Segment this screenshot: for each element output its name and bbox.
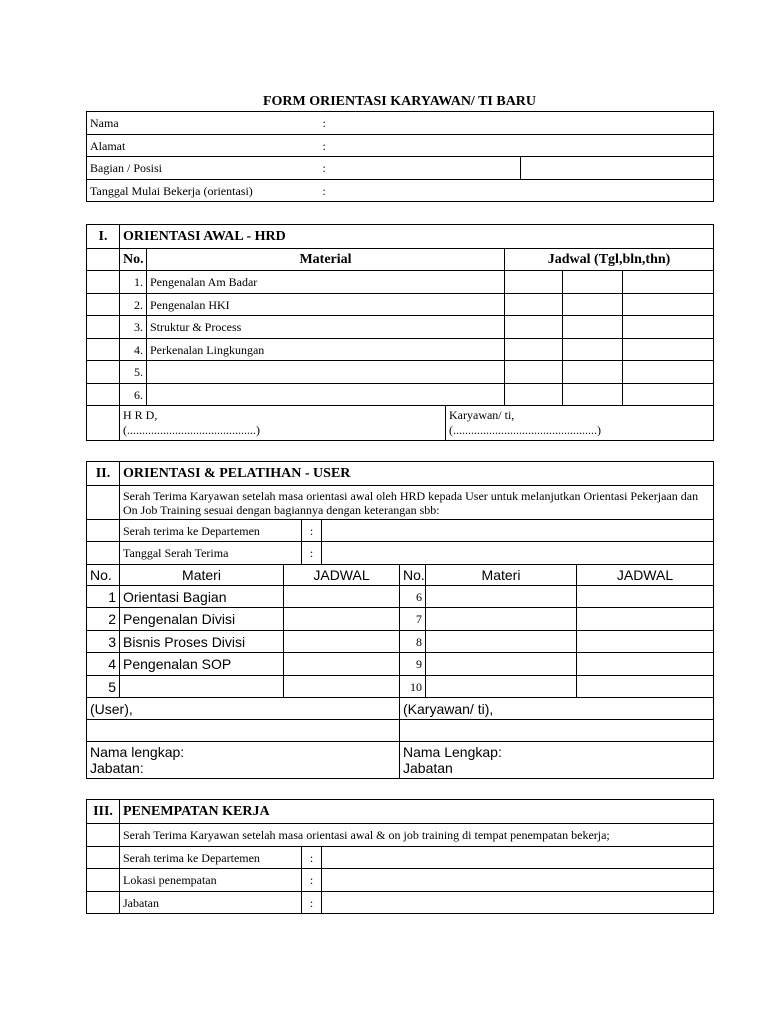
col-no: No. (120, 249, 147, 271)
jadwal-tgl[interactable] (505, 294, 563, 316)
signature-user-box[interactable] (87, 720, 400, 742)
section-3-field-row (87, 892, 714, 914)
row-no: 9 (400, 653, 426, 676)
label-bagian: Bagian / Posisi (87, 157, 320, 180)
jadwal-bln[interactable] (563, 271, 623, 294)
signature-karyawan-role: Karyawan/ ti, (449, 408, 515, 422)
row-jadwal[interactable] (577, 631, 714, 653)
jadwal-bln[interactable] (563, 384, 623, 406)
jadwal-bln[interactable] (563, 361, 623, 384)
section-3-intro: Serah Terima Karyawan setelah masa orientasi awal & on job training di tempat penempatan bekerja; (120, 824, 714, 847)
table-row (87, 316, 714, 339)
signature-karyawan[interactable] (446, 406, 714, 441)
table-row (87, 294, 714, 316)
col-no-left: No. (87, 565, 120, 586)
signature-hrd[interactable] (120, 406, 446, 441)
label-alamat: Alamat (87, 135, 320, 157)
input-posisi[interactable] (521, 157, 714, 180)
row-no: 2. (120, 294, 147, 316)
signature-karyawan-details[interactable] (400, 742, 714, 779)
colon: : (322, 183, 326, 198)
row-no: 1. (120, 271, 147, 294)
row-materi: Orientasi Bagian (120, 586, 284, 608)
table-row (87, 608, 714, 631)
signature-user-details[interactable] (87, 742, 400, 779)
row-no: 5. (120, 361, 147, 384)
input-bagian[interactable] (320, 157, 521, 180)
row-jadwal[interactable] (284, 676, 400, 698)
col-jadwal-left: JADWAL (284, 565, 400, 586)
section-3-field-row (87, 869, 714, 892)
identity-row-tanggal (87, 180, 714, 202)
table-row (87, 676, 714, 698)
position-right-label: Jabatan (403, 760, 453, 776)
input-tanggal-mulai[interactable] (320, 180, 714, 202)
row-jadwal[interactable] (284, 631, 400, 653)
signature-karyawan-box[interactable] (400, 720, 714, 742)
row-jadwal[interactable] (284, 586, 400, 608)
row-material: Pengenalan Am Badar (147, 271, 505, 294)
identity-row-bagian (87, 157, 714, 180)
jadwal-thn[interactable] (623, 316, 714, 339)
table-row (87, 586, 714, 608)
colon: : (322, 161, 326, 175)
row-materi: Bisnis Proses Divisi (120, 631, 284, 653)
row-jadwal[interactable] (577, 608, 714, 631)
section-2-table (86, 461, 714, 565)
section-2-number: II. (87, 462, 120, 486)
table-row (87, 653, 714, 676)
colon: : (302, 892, 322, 914)
jadwal-thn[interactable] (623, 294, 714, 316)
signature-hrd-role: H R D, (123, 408, 158, 422)
identity-table (86, 111, 714, 202)
colon: : (322, 138, 326, 153)
row-materi[interactable] (426, 653, 577, 676)
section-1-signatures (87, 406, 714, 441)
table-row (87, 271, 714, 294)
section-3-title: PENEMPATAN KERJA (120, 800, 714, 824)
section-3-header (87, 800, 714, 824)
signature-hrd-line: (...........................................) (123, 423, 260, 437)
section-2-header (87, 462, 714, 486)
table-row (87, 361, 714, 384)
row-materi[interactable] (426, 608, 577, 631)
row-jadwal[interactable] (577, 586, 714, 608)
section-2-intro-row (87, 486, 714, 520)
colon: : (302, 520, 322, 542)
section-1-number: I. (87, 225, 120, 249)
colon: : (302, 542, 322, 565)
position-left-label: Jabatan: (90, 760, 144, 776)
jadwal-bln[interactable] (563, 294, 623, 316)
input-jabatan[interactable] (322, 892, 714, 914)
label-lokasi-penempatan: Lokasi penempatan (120, 869, 302, 892)
input-alamat[interactable] (320, 135, 714, 157)
input-lokasi-penempatan[interactable] (322, 869, 714, 892)
section-3-field-row (87, 847, 714, 869)
label-jabatan: Jabatan (120, 892, 302, 914)
jadwal-thn[interactable] (623, 361, 714, 384)
row-jadwal[interactable] (284, 608, 400, 631)
section-2-materi-table (86, 564, 714, 779)
row-materi[interactable] (426, 586, 577, 608)
table-row (87, 631, 714, 653)
section-1-col-headers (87, 249, 714, 271)
row-no: 6 (400, 586, 426, 608)
identity-row-alamat (87, 135, 714, 157)
row-material: Pengenalan HKI (147, 294, 505, 316)
row-material: Struktur & Process (147, 316, 505, 339)
row-no: 4 (87, 653, 120, 676)
section-1-header (87, 225, 714, 249)
row-materi: Pengenalan Divisi (120, 608, 284, 631)
jadwal-bln[interactable] (563, 339, 623, 361)
row-no: 3. (120, 316, 147, 339)
row-materi[interactable] (426, 676, 577, 698)
section-2-sign-role-row (87, 698, 714, 720)
section-2-field-row (87, 520, 714, 542)
input-nama[interactable] (320, 112, 714, 135)
row-material[interactable] (147, 384, 505, 406)
jadwal-tgl[interactable] (505, 316, 563, 339)
signature-karyawan-role: (Karyawan/ ti), (400, 698, 714, 720)
col-jadwal-right: JADWAL (577, 565, 714, 586)
jadwal-thn[interactable] (623, 339, 714, 361)
row-no: 1 (87, 586, 120, 608)
row-jadwal[interactable] (577, 676, 714, 698)
row-no: 10 (400, 676, 426, 698)
row-no: 5 (87, 676, 120, 698)
jadwal-tgl[interactable] (505, 384, 563, 406)
section-2-intro: Serah Terima Karyawan setelah masa orientasi awal oleh HRD kepada User untuk melanjutkan Orientasi Pekerjaan dan On Job Training sesuai dengan bagiannya dengan keterangan sbb: (120, 486, 714, 520)
section-3-table (86, 799, 714, 914)
label-serah-terima-departemen: Serah terima ke Departemen (120, 520, 302, 542)
section-1-title: ORIENTASI AWAL - HRD (120, 225, 714, 249)
input-tanggal-serah-terima[interactable] (322, 542, 714, 565)
jadwal-tgl[interactable] (505, 361, 563, 384)
input-serah-terima-departemen[interactable] (322, 847, 714, 869)
name-right-label: Nama Lengkap: (403, 744, 502, 760)
section-3-intro-row (87, 824, 714, 847)
section-2-title: ORIENTASI & PELATIHAN - USER (120, 462, 714, 486)
section-3-number: III. (87, 800, 120, 824)
materi-col-headers (87, 565, 714, 586)
row-jadwal[interactable] (284, 653, 400, 676)
jadwal-thn[interactable] (623, 384, 714, 406)
jadwal-thn[interactable] (623, 271, 714, 294)
row-materi: Pengenalan SOP (120, 653, 284, 676)
colon: : (302, 847, 322, 869)
table-row (87, 339, 714, 361)
colon: : (322, 116, 326, 130)
row-no: 2 (87, 608, 120, 631)
row-material: Perkenalan Lingkungan (147, 339, 505, 361)
col-no-right: No. (400, 565, 426, 586)
form-title: FORM ORIENTASI KARYAWAN/ TI BARU (262, 94, 537, 109)
row-no: 4. (120, 339, 147, 361)
table-row (87, 384, 714, 406)
label-tanggal-mulai: Tanggal Mulai Bekerja (orientasi) (87, 180, 320, 202)
section-1-table (86, 224, 714, 441)
row-material[interactable] (147, 361, 505, 384)
col-materi-right: Materi (426, 565, 577, 586)
input-serah-terima-departemen[interactable] (322, 520, 714, 542)
row-materi[interactable] (120, 676, 284, 698)
row-no: 3 (87, 631, 120, 653)
colon: : (302, 869, 322, 892)
col-material: Material (147, 249, 505, 271)
row-materi[interactable] (426, 631, 577, 653)
label-nama: Nama (87, 112, 320, 135)
signature-karyawan-line: (................................................) (449, 423, 601, 437)
row-no: 6. (120, 384, 147, 406)
col-jadwal: Jadwal (Tgl,bln,thn) (505, 249, 714, 271)
row-no: 7 (400, 608, 426, 631)
col-materi-left: Materi (120, 565, 284, 586)
row-no: 8 (400, 631, 426, 653)
section-2-sign-space-row (87, 720, 714, 742)
name-left-label: Nama lengkap: (90, 744, 185, 760)
jadwal-tgl[interactable] (505, 339, 563, 361)
signature-user-role: (User), (87, 698, 400, 720)
row-jadwal[interactable] (577, 653, 714, 676)
jadwal-tgl[interactable] (505, 271, 563, 294)
label-tanggal-serah-terima: Tanggal Serah Terima (120, 542, 302, 565)
section-2-sign-name-row (87, 742, 714, 779)
identity-row-name (87, 112, 714, 135)
jadwal-bln[interactable] (563, 316, 623, 339)
label-serah-terima-departemen: Serah terima ke Departemen (120, 847, 302, 869)
section-2-field-row (87, 542, 714, 565)
